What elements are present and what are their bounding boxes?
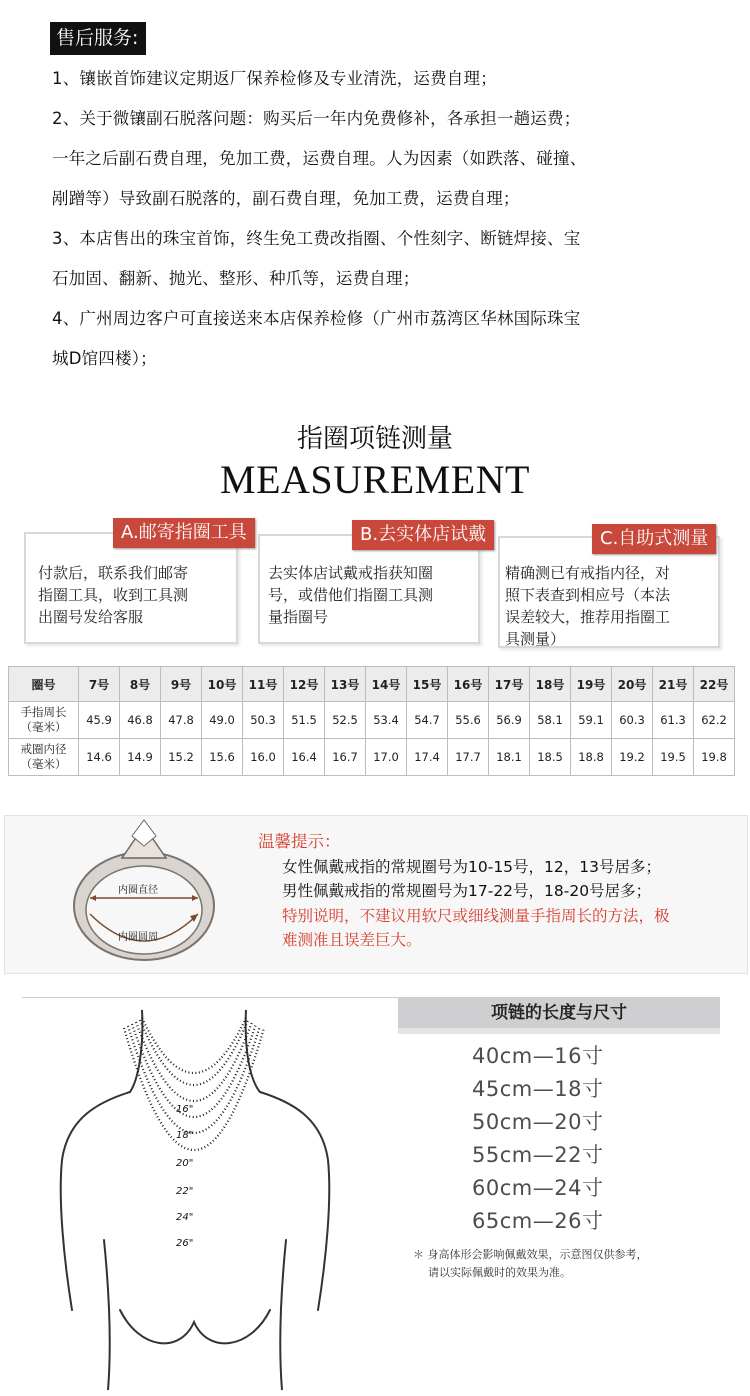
value-cell: 52.5 bbox=[325, 702, 366, 739]
size-cell: 17号 bbox=[489, 667, 530, 702]
value-cell: 16.0 bbox=[243, 739, 284, 776]
size-cell: 18号 bbox=[530, 667, 571, 702]
size-cell: 16号 bbox=[448, 667, 489, 702]
method-a-line: 付款后，联系我们邮寄 bbox=[38, 564, 189, 582]
chain-label-16: 16" bbox=[176, 1104, 194, 1115]
method-c-line: 照下表查到相应号（本法 bbox=[505, 586, 671, 604]
value-cell: 14.6 bbox=[79, 739, 120, 776]
value-cell: 17.4 bbox=[407, 739, 448, 776]
length-row: 55cm—22寸 bbox=[472, 1143, 604, 1167]
value-cell: 55.6 bbox=[448, 702, 489, 739]
size-cell: 7号 bbox=[79, 667, 120, 702]
value-cell: 18.5 bbox=[530, 739, 571, 776]
tip-line-male: 男性佩戴戒指的常规圈号为17-22号，18-20号居多； bbox=[282, 882, 652, 900]
value-cell: 17.0 bbox=[366, 739, 407, 776]
value-cell: 18.1 bbox=[489, 739, 530, 776]
aftersales-line-8: 城D馆四楼）； bbox=[52, 349, 157, 368]
size-cell: 10号 bbox=[202, 667, 243, 702]
size-cell: 9号 bbox=[161, 667, 202, 702]
row-label-line: 手指周长 bbox=[20, 705, 67, 719]
value-cell: 58.1 bbox=[530, 702, 571, 739]
size-cell: 14号 bbox=[366, 667, 407, 702]
length-row: 50cm—20寸 bbox=[472, 1110, 604, 1134]
length-row: 60cm—24寸 bbox=[472, 1176, 604, 1200]
method-a-line: 指圈工具，收到工具测 bbox=[38, 586, 189, 604]
value-cell: 16.4 bbox=[284, 739, 325, 776]
method-c-tag: C.自助式测量 bbox=[592, 524, 716, 554]
size-cell: 20号 bbox=[612, 667, 653, 702]
length-row: 65cm—26寸 bbox=[472, 1209, 604, 1233]
table-row bbox=[9, 702, 735, 739]
tip-red-line-1: 特别说明，不建议用软尺或细线测量手指周长的方法，极 bbox=[282, 907, 670, 925]
aftersales-line-6: 石加固、翻新、抛光、整形、种爪等，运费自理； bbox=[52, 269, 420, 288]
size-cell: 8号 bbox=[120, 667, 161, 702]
row-label-line: 戒圈内径 bbox=[20, 742, 67, 756]
ring-diagram-icon bbox=[60, 818, 230, 968]
necklace-header: 项链的长度与尺寸 bbox=[398, 997, 720, 1029]
value-cell: 59.1 bbox=[571, 702, 612, 739]
value-cell: 54.7 bbox=[407, 702, 448, 739]
ring-size-table bbox=[8, 666, 735, 776]
method-c-line: 误差较大，推荐用指圈工 bbox=[505, 608, 671, 626]
length-row: 45cm—18寸 bbox=[472, 1077, 604, 1101]
tip-line-female: 女性佩戴戒指的常规圈号为10-15号，12，13号居多； bbox=[282, 858, 661, 876]
necklace-note-line-2: 请以实际佩戴时的效果为准。 bbox=[428, 1266, 571, 1279]
method-a-tag: A.邮寄指圈工具 bbox=[113, 518, 255, 548]
method-a-line: 出圈号发给客服 bbox=[38, 608, 144, 626]
necklace-body-figure-icon bbox=[50, 1010, 340, 1390]
chain-label-20: 20" bbox=[176, 1158, 194, 1169]
value-cell: 61.3 bbox=[653, 702, 694, 739]
row-label bbox=[9, 702, 79, 739]
size-cell: 11号 bbox=[243, 667, 284, 702]
method-b-line: 量指圈号 bbox=[268, 608, 329, 626]
tip-heading: 温馨提示： bbox=[258, 832, 341, 851]
aftersales-line-3: 一年之后副石费自理，免加工费，运费自理。人为因素（如跌落、碰撞、 bbox=[52, 149, 587, 168]
aftersales-line-1: 1、镶嵌首饰建议定期返厂保养检修及专业清洗，运费自理； bbox=[52, 69, 497, 88]
table-row bbox=[9, 739, 735, 776]
method-c-line: 精确测已有戒指内径，对 bbox=[505, 564, 671, 582]
value-cell: 15.6 bbox=[202, 739, 243, 776]
value-cell: 46.8 bbox=[120, 702, 161, 739]
tip-red-line-2: 难测准且误差巨大。 bbox=[282, 931, 422, 949]
value-cell: 56.9 bbox=[489, 702, 530, 739]
value-cell: 60.3 bbox=[612, 702, 653, 739]
necklace-header-shadow bbox=[398, 1028, 720, 1034]
value-cell: 19.5 bbox=[653, 739, 694, 776]
size-cell: 13号 bbox=[325, 667, 366, 702]
inner-diameter-label: 内圈直径 bbox=[118, 885, 158, 896]
value-cell: 16.7 bbox=[325, 739, 366, 776]
method-b-text bbox=[268, 562, 433, 628]
value-cell: 14.9 bbox=[120, 739, 161, 776]
value-cell: 17.7 bbox=[448, 739, 489, 776]
method-b-line: 去实体店试戴戒指获知圈 bbox=[268, 564, 434, 582]
measurement-title-en: MEASUREMENT bbox=[220, 457, 530, 502]
row-label-unit: （毫米） bbox=[20, 720, 67, 734]
value-cell: 19.8 bbox=[694, 739, 735, 776]
chain-label-18: 18" bbox=[176, 1130, 194, 1141]
value-cell: 49.0 bbox=[202, 702, 243, 739]
value-cell: 19.2 bbox=[612, 739, 653, 776]
aftersales-line-7: 4、广州周边客户可直接送来本店保养检修（广州市荔湾区华林国际珠宝 bbox=[52, 309, 581, 328]
method-b-tag: B.去实体店试戴 bbox=[352, 520, 494, 550]
size-cell: 19号 bbox=[571, 667, 612, 702]
size-cell: 22号 bbox=[694, 667, 735, 702]
table-header-row bbox=[9, 667, 735, 702]
measurement-title-cn: 指圈项链测量 bbox=[296, 424, 453, 454]
row-label bbox=[9, 739, 79, 776]
size-cell: 15号 bbox=[407, 667, 448, 702]
value-cell: 47.8 bbox=[161, 702, 202, 739]
value-cell: 53.4 bbox=[366, 702, 407, 739]
value-cell: 15.2 bbox=[161, 739, 202, 776]
aftersales-title: 售后服务: bbox=[50, 22, 146, 55]
value-cell: 18.8 bbox=[571, 739, 612, 776]
inner-circumference-label: 内圈圆周 bbox=[118, 932, 158, 943]
aftersales-line-5: 3、本店售出的珠宝首饰，终生免工费改指圈、个性刻字、断链焊接、宝 bbox=[52, 229, 581, 248]
aftersales-line-2: 2、关于微镶副石脱落问题：购买后一年内免费修补，各承担一趟运费； bbox=[52, 109, 581, 128]
section-divider bbox=[22, 997, 398, 998]
method-c-text bbox=[505, 562, 670, 650]
method-b-line: 号，或借他们指圈工具测 bbox=[268, 586, 434, 604]
value-cell: 50.3 bbox=[243, 702, 284, 739]
table-header-cell: 圈号 bbox=[9, 667, 79, 702]
value-cell: 51.5 bbox=[284, 702, 325, 739]
chain-label-26: 26" bbox=[176, 1238, 194, 1249]
row-label-unit: （毫米） bbox=[20, 757, 67, 771]
aftersales-line-4: 剐蹭等）导致副石脱落的，副石费自理，免加工费，运费自理； bbox=[52, 189, 520, 208]
length-row: 40cm—16寸 bbox=[472, 1044, 604, 1068]
necklace-note-line-1: ＊ 身高体形会影响佩戴效果，示意图仅供参考， bbox=[413, 1248, 648, 1261]
chain-label-24: 24" bbox=[176, 1212, 194, 1223]
method-c-line: 具测量） bbox=[505, 630, 566, 648]
size-cell: 12号 bbox=[284, 667, 325, 702]
method-a-text bbox=[38, 562, 188, 628]
value-cell: 45.9 bbox=[79, 702, 120, 739]
value-cell: 62.2 bbox=[694, 702, 735, 739]
chain-label-22: 22" bbox=[176, 1186, 194, 1197]
size-cell: 21号 bbox=[653, 667, 694, 702]
